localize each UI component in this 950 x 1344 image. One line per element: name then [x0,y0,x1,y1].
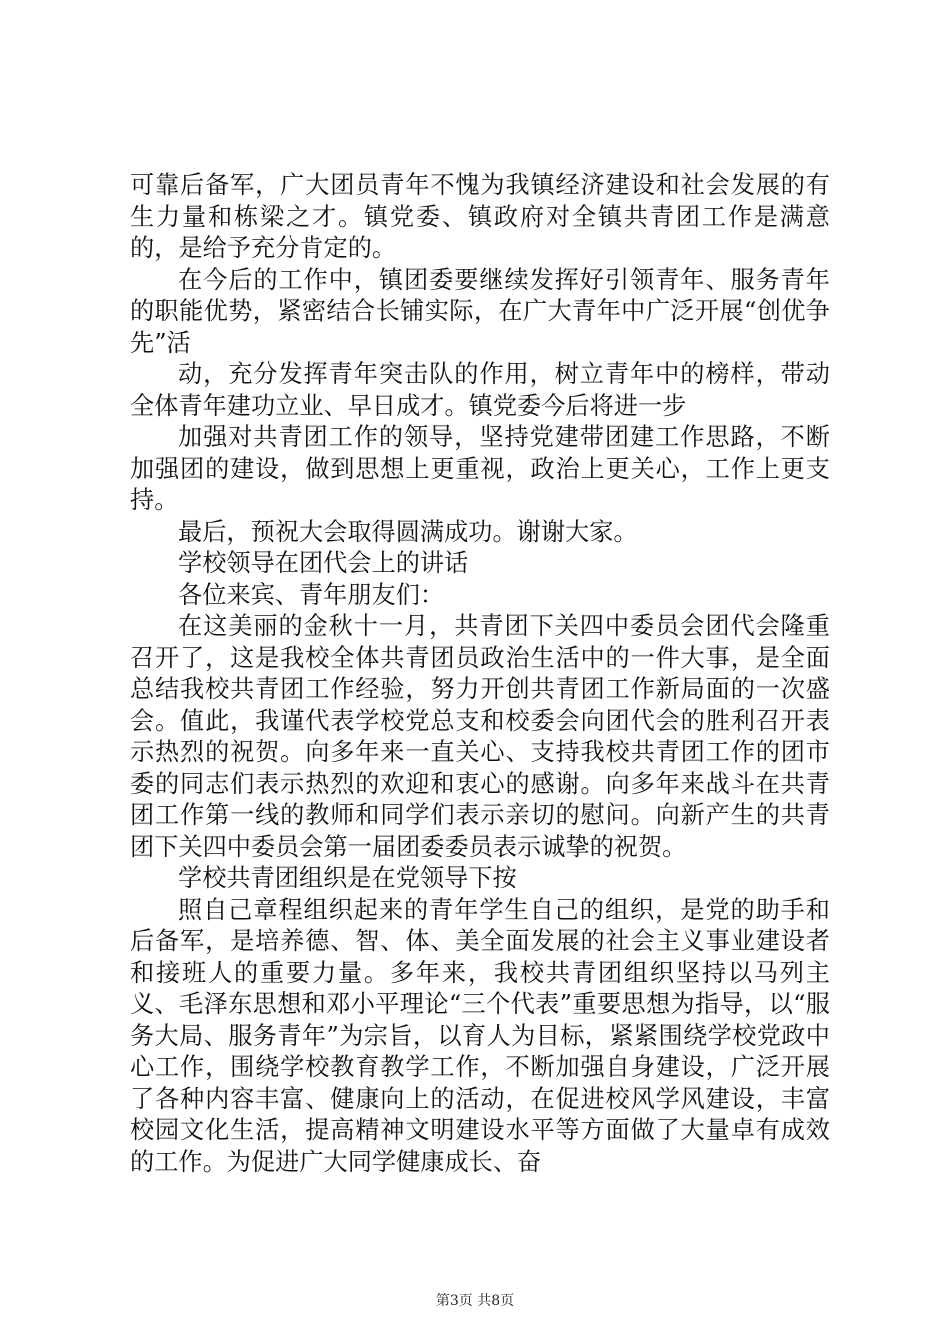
paragraph-1: 可靠后备军，广大团员青年不愧为我镇经济建设和社会发展的有生力量和栋梁之才。镇党委、镇政府对全镇共青团工作是满意的，是给予充分肯定的。 [130,171,830,262]
paragraph-8: 照自己章程组织起来的青年学生自己的组织，是党的助手和后备军，是培养德、智、体、美全面发展的社会主义事业建设者和接班人的重要力量。多年来，我校共青团组织坚持以马列主义、毛泽东思想和邓小平理论“三个代表”重要思想为指导，以“服务大局、服务青年”为宗旨，以育人为目标，紧紧围绕学校党政中心工作，围绕学校教育教学工作，不断加强自身建设，广泛开展了各种内容丰富、健康向上的活动，在促进校风学风建设，丰富校园文化生活，提高精神文明建设水平等方面做了大量卓有成效的工作。为促进广大同学健康成长、奋 [130,895,830,1176]
salutation: 各位来宾、青年朋友们： [178,580,445,609]
paragraph-5: 最后，预祝大会取得圆满成功。谢谢大家。 [178,517,638,546]
document-body [130,170,830,1178]
section-heading: 学校领导在团代会上的讲话 [178,549,469,577]
paragraph-2: 在今后的工作中，镇团委要继续发挥好引领青年、服务青年的职能优势，紧密结合长铺实际，在广大青年中广泛开展“创优争先”活 [130,265,830,357]
paragraph-3: 动，充分发挥青年突击队的作用，树立青年中的榜样，带动全体青年建功立业、早日成才。镇党委今后将进一步 [130,360,830,420]
page-footer: 第3页 共8页 [435,1293,515,1309]
paragraph-4: 加强对共青团工作的领导，坚持党建带团建工作思路，不断加强团的建设，做到思想上更重视，政治上更关心，工作上更支持。 [130,423,830,514]
paragraph-6: 在这美丽的金秋十一月，共青团下关四中委员会团代会隆重召开了，这是我校全体共青团员政治生活中的一件大事，是全面总结我校共青团工作经验，努力开创共青团工作新局面的一次盛会。值此，我谨代表学校党总支和校委会向团代会的胜利召开表示热烈的祝贺。向多年来一直关心、支持我校共青团工作的团市委的同志们表示热烈的欢迎和衷心的感谢。向多年来战斗在共青团工作第一线的教师和同学们表示亲切的慰问。向新产生的共青团下关四中委员会第一届团委委员表示诚挚的祝贺。 [130,612,830,861]
paragraph-7: 学校共青团组织是在党领导下按 [178,864,517,892]
